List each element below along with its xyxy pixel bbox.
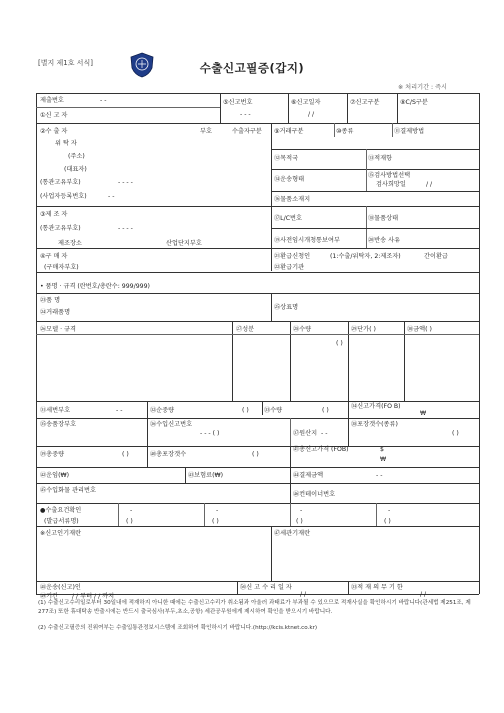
- goods-location-label: ⑯물품소재지: [274, 196, 311, 203]
- customs-office-label: ㊼세관기재란: [274, 530, 311, 537]
- buyer-label: ④구 매 자: [40, 253, 68, 260]
- req-paren-2: ( ): [212, 518, 219, 525]
- import-no-label: ㊱수입신고번호: [150, 421, 193, 428]
- packages-label: ㊳포장갯수(종류): [351, 421, 398, 428]
- declare-no-label: ⑤신고번호: [223, 99, 253, 106]
- total-fob-dollar: $: [380, 446, 384, 453]
- origin-value: - -: [321, 430, 328, 437]
- req-dash-1: -: [130, 507, 133, 514]
- processing-deadline: ※ 처리기간 : 즉시: [398, 84, 448, 91]
- settlement-value: - -: [376, 472, 383, 479]
- form-number: [별지 제1호 서식]: [38, 59, 93, 67]
- invoice-label: ㉟송품장부호: [40, 421, 77, 428]
- trade-name-label: ㉔거래품명: [40, 309, 71, 316]
- advance-notice-label: ⑲사전임시개청통보여부: [274, 237, 340, 244]
- note-1: (1) 수출신고수리일로부터 30일내에 적재하지 아니한 때에는 수출신고수리가 취소됨과 아울러 과태료가 부과될 수 있으므로 적재사실을 확인하시기 바랍니다(관세법 제251조, 제277조) 또한 휴대탁송 반출시에는 반드시 출국심사(부두,초소,공항) 세관공무원에게 제시하여 확인을 받으시기 바랍니다.: [38, 600, 471, 615]
- fob-price-label: ㉞신고가격(FO B): [351, 403, 401, 410]
- req-dash-4: -: [388, 507, 391, 514]
- total-fob-won: ₩: [380, 456, 387, 463]
- accept-date-label: ㊿신 고 수 리 일 자: [240, 584, 292, 591]
- req-paren-1: ( ): [126, 518, 133, 525]
- quantity2-label: ㉝수량: [264, 407, 283, 414]
- period-value: / / 부터 / / 까지: [72, 593, 115, 600]
- industrial-code-label: 산업단지부호: [166, 240, 202, 247]
- maker-code-value: - - - -: [118, 225, 133, 232]
- inspection-date-label: 검사희망일: [376, 181, 406, 188]
- refund-agency-label: ㉒환급기관: [274, 264, 305, 271]
- hs-code-value: - -: [116, 407, 123, 414]
- maker-label: ③제 조 자: [40, 211, 68, 218]
- declarant-label: ①신 고 자: [40, 112, 68, 119]
- net-weight-paren: ( ): [242, 407, 249, 414]
- accept-date-value: / /: [300, 591, 307, 598]
- transport-type-label: ⑭운송형태: [274, 176, 305, 183]
- quantity-header: ㉘수량: [293, 326, 312, 333]
- load-deadline-value: / /: [420, 591, 427, 598]
- net-weight-label: ㉜순중량: [150, 407, 175, 414]
- req-doc-label: (발급서류명): [44, 518, 79, 525]
- req-confirm-label: ●수출요건확인: [40, 507, 82, 514]
- transport-label: ㊽운송(신고)인: [40, 584, 81, 591]
- component-header: ㉗성분: [236, 326, 255, 333]
- biz-no-value: - -: [108, 193, 115, 200]
- simple-refund: 간이환급: [424, 253, 448, 260]
- declare-type-label: ⑦신고구분: [350, 99, 380, 106]
- page-title: 수출신고필증(갑지): [199, 61, 305, 75]
- req-dash-3: -: [300, 507, 303, 514]
- declare-date-value: / /: [308, 111, 315, 118]
- brand-label: ㉕상표명: [274, 304, 299, 311]
- declarant-desc-label: ※신고인기재란: [40, 530, 82, 537]
- req-paren-3: ( ): [296, 518, 303, 525]
- freight-label: ㊷운임(₩): [40, 472, 70, 479]
- address-label: (주소): [68, 153, 85, 160]
- trustee-label: 위 탁 자: [55, 140, 77, 147]
- insurance-label: ㊸보험료(₩): [188, 472, 224, 479]
- goods-status-label: ⑱물품상태: [368, 215, 399, 222]
- cs-type-label: ⑧C/S구분: [400, 99, 428, 106]
- submit-number-label: 제출번호: [40, 97, 64, 104]
- exporter-type: 수출자구분: [232, 128, 262, 135]
- inspection-date-value: / /: [426, 181, 433, 188]
- buyer-code-label: (구매자부호): [44, 264, 79, 271]
- model-spec-header: ㉖모델 · 규격: [40, 326, 76, 333]
- unit-price-header: ㉙단가( ): [351, 326, 376, 333]
- import-cargo-label: ㊺수입화물 관리번호: [40, 487, 96, 494]
- maker-code-label: (통관고유부호): [40, 225, 81, 232]
- representative-label: (대표자): [64, 166, 87, 173]
- hs-code-label: ㉛세번부호: [40, 407, 71, 414]
- loading-port-label: ⑬적재항: [368, 155, 393, 162]
- gross-weight-label: ㊴총중량: [40, 451, 65, 458]
- trade-type-label: ⑨거래구분: [274, 128, 304, 135]
- load-deadline-label: ㉝적 재 의 무 기 한: [351, 584, 403, 591]
- settlement-label: ㊹결제금액: [293, 472, 324, 479]
- goods-name-label: ㉓품 명: [40, 297, 61, 304]
- return-reason-label: ⑳반송 사유: [368, 237, 401, 244]
- req-paren-4: ( ): [384, 518, 391, 525]
- note-2: (2) 수출신고필증의 진위여부는 수출입통관정보시스템에 조회하여 확인하시기 바랍니다.(http://kcis.ktnet.co.kr): [38, 625, 318, 631]
- packages-paren: ( ): [452, 430, 459, 437]
- customs-code-label: (통관고유부호): [40, 179, 81, 186]
- submit-number-value: - -: [100, 97, 107, 104]
- exporter-label: ②수 출 자: [40, 128, 68, 135]
- total-fob-label: ㊶총신고가격 (FOB): [293, 446, 349, 453]
- total-packages-label: ㊵총포장갯수: [150, 451, 187, 458]
- quantity-paren: ( ): [336, 340, 343, 347]
- quantity2-paren: ( ): [322, 407, 329, 414]
- exporter-symbol: 부호: [200, 128, 212, 135]
- biz-no-label: (사업자등록번호): [40, 193, 87, 200]
- lc-no-label: ⑰L/C번호: [274, 215, 302, 222]
- gross-weight-paren: ( ): [122, 451, 129, 458]
- amount-header: ㉚금액( ): [407, 326, 432, 333]
- period-label: ㊾기간: [40, 593, 59, 600]
- refund-options: (1:수출/위탁자, 2:제조자): [330, 253, 401, 260]
- fob-won: ₩: [420, 410, 427, 417]
- customs-code-value: - - - -: [118, 179, 133, 186]
- payment-label: ⑪결제방법: [394, 128, 425, 135]
- factory-label: 제조장소: [58, 240, 82, 247]
- declare-date-label: ⑥신고일자: [291, 99, 321, 106]
- destination-label: ⑫목적국: [274, 155, 299, 162]
- kind-label: ⑩종류: [336, 128, 354, 135]
- inspection-method-label: ⑮검사방법선택: [368, 172, 411, 179]
- origin-label: ㊲원산지: [293, 430, 318, 437]
- container-label: ㊻컨테이너번호: [293, 491, 336, 498]
- total-packages-paren: ( ): [252, 451, 259, 458]
- goods-summary: • 품명 · 규격 (란번호/총란수: 999/999): [40, 283, 150, 290]
- refund-applicant-label: ㉑환급신청인: [274, 253, 311, 260]
- req-dash-2: -: [216, 507, 219, 514]
- declare-no-value: - - -: [240, 111, 251, 118]
- import-no-value: - - - ( ): [200, 430, 220, 437]
